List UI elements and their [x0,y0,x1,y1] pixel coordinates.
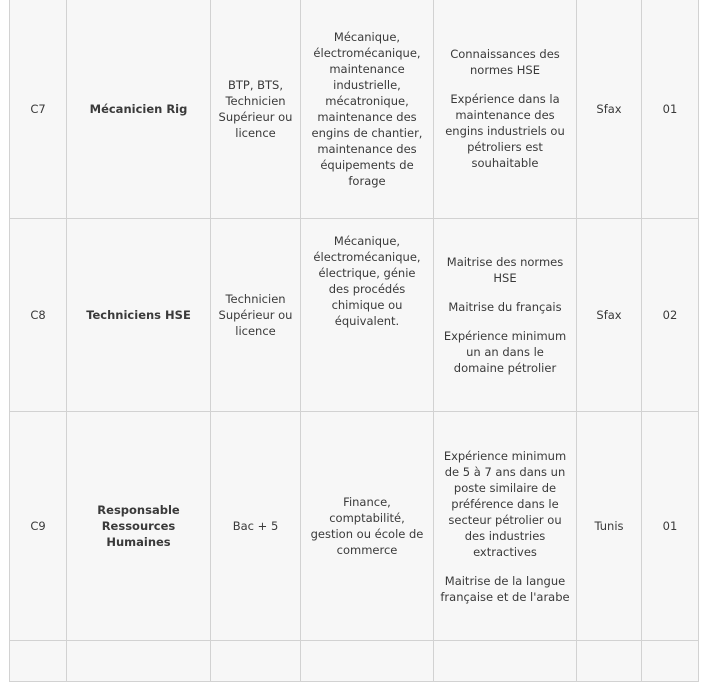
education-level: BTP, BTS, Technicien Supérieur ou licence [211,0,301,219]
job-title: Techniciens HSE [67,219,211,412]
empty-cell [67,641,211,682]
table-row [10,412,699,641]
requirements-cell [434,219,577,412]
empty-cell [577,641,642,682]
requirement-text: Expérience minimum de 5 à 7 ans dans un poste similaire de préférence dans le secteur pétrolier ou des industries extractives [443,448,567,559]
table-row [10,641,699,682]
job-offers-table [9,0,699,682]
requirement-text: Expérience dans la maintenance des engins industriels ou pétroliers est souhaitable [445,92,565,170]
requirements-cell [434,0,577,219]
requirement-text: Maitrise de la langue française et de l'arabe [440,573,570,604]
job-code: C9 [10,412,67,641]
specialty: Mécanique, électromécanique, maintenance industrielle, mécatronique, maintenance des engins de chantier, maintenance des équipements de forage [301,0,434,219]
specialty: Mécanique, électromécanique, électrique, génie des procédés chimique ou équivalent. [301,219,434,412]
job-title: Responsable Ressources Humaines [67,412,211,641]
requirements-cell [434,412,577,641]
requirement-text: Connaissances des normes HSE [450,47,560,77]
empty-cell [642,641,699,682]
empty-cell [211,641,301,682]
positions-count: 01 [642,0,699,219]
job-location: Sfax [577,0,642,219]
job-location: Tunis [577,412,642,641]
specialty: Finance, comptabilité, gestion ou école de commerce [301,412,434,641]
job-code: C8 [10,219,67,412]
table-row [10,0,699,219]
empty-cell [10,641,67,682]
empty-cell [434,641,577,682]
job-title: Mécanicien Rig [67,0,211,219]
requirement-text: Maitrise du français [448,300,562,314]
requirement-text: Expérience minimum un an dans le domaine pétrolier [443,329,567,375]
education-level: Bac + 5 [211,412,301,641]
empty-cell [301,641,434,682]
job-location: Sfax [577,219,642,412]
positions-count: 01 [642,412,699,641]
job-code: C7 [10,0,67,219]
positions-count: 02 [642,219,699,412]
table-row [10,219,699,412]
requirement-text: Maitrise des normes HSE [446,255,564,285]
education-level: Technicien Supérieur ou licence [211,219,301,412]
